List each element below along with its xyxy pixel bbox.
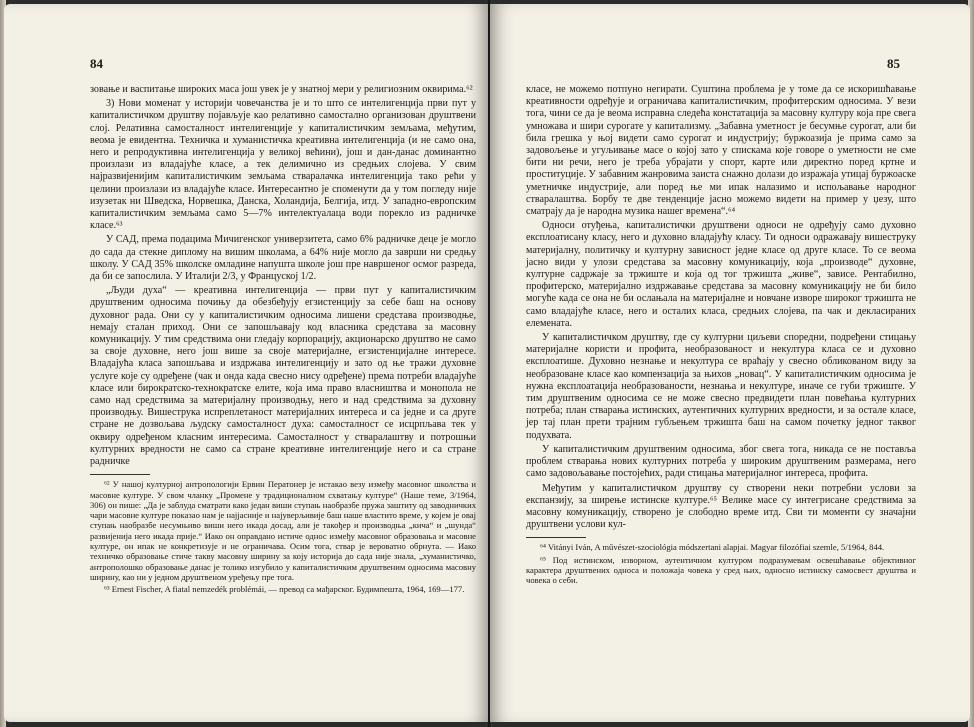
- paragraph: зовање и васпитање широких маса још увек је у знатној мери у религиозним оквирима.⁶²: [90, 84, 473, 95]
- footnote: ⁶⁵ Под истинском, изворном, аутентичном културом подразумевам освешћавање објективног карактера друштвених односа и положаја човека у сред њих, односно истинску самосвест друштва и човека о себи.: [526, 554, 916, 586]
- page-number: 85: [887, 56, 900, 71]
- footnote-rule: [526, 537, 586, 538]
- paragraph: У капиталистичком друштву, где су културни циљеви споредни, подређени стицању материјалне користи и профита, необразованост и некултура класа се и духовно експлоатише. Духовно незнање и некултура се враћају у свесно обликованом виду за необразоване класе као компензација за њихов „новац“. У капиталистичким односима је нужна експлоатација необразованости, незнања и некултуре, иначе се губи тржиште. У тим друштвеним односима се не може свесно предвидети план повећања културних потреба; план стварања истинских, аутентичних културних вредности, и за остале класе, јер тај план прети трајним губљењем тржишта баш на самом почетку једног таквог подухвата.: [526, 332, 916, 441]
- right-page: [490, 4, 970, 722]
- footnote: ⁶⁴ Vitányi Iván, A művészet-szociológia módszertani alapjai. Magyar filozófiai szemle, 5/1964, 844.: [540, 542, 885, 553]
- left-page: [4, 4, 488, 722]
- paragraph: Међутим у капиталистичком друштву су створени неки потребни услови за експанзију, за ширење истинске културе.⁶⁵ Велике масе су интегрисане средствима за масовну комуникацију, створено је слободно време итд. Сви ти моменти су значајни друштвени услови кул-: [526, 482, 916, 531]
- footnotes: [526, 542, 916, 585]
- footnote-rule: [90, 474, 150, 475]
- paragraph: У капиталистичким друштвеним односима, због свега тога, никада се не поставља проблем стварања нових културних потреба у широким друштвеним размерама, него само задовољавање постојећих, ради стицања материјалног интереса, профита.: [526, 443, 916, 480]
- paragraph: „Људи духа“ — креативна интелигенција — први пут у капиталистичким друштвеним односима почињу да обезбеђују егзистенцију за себе баш на основу духовног рада. Они су у капиталистичким односима лишени средстава производње, немају сталан приход. Они се запошљавају код власника средстава за масовну комуникацију. У тим средствима они гледају корпорацију, акционарско друштво не само за своје духовне, него још више за своје материјалне, егзистенцијалне интересе. Владајућа класа запошљава и издржава интелигенцију и зато од ње тражи духовне услуге које су одређене (чак и онда када свесно нису одређене) према потреби владајуће класе или бирократско-технократске елите, која има право власништва и монопола не само над средствима за материјалну производњу, него и над средствима за духовну производњу. Вишеструка испреплетаност материјалних интереса и са једне и са друге стране не дозвољава људску самосталност духа: самосталност се исцрпљава тек у оквиру одређеном класним интересима. Самосталност у стваралаштву и потрошњи културних вредности не само са стране креативне интелигенције него и са стране радничке: [90, 285, 476, 468]
- left-text-block: [90, 84, 476, 595]
- paragraph: Односи отуђења, капиталистички друштвени односи не одређују само духовно експлоатисану класу, него и духовно владајућу класу. Ти односи одражавају вишеструку материјалну, политичку и културну зависност једне класе од друге класе. То се веома јасно види у улози средстава за масовну комуникацију, која „производе“ духовне, културне садржаје за тржиште и која од тог тржишта „живе“, зависе. Рентабилно, профитерско, материјално издржавање средстава за масовну комуникацију не би било могуће када се она не би ослањала на материјалне и новчане изворе широког тржишта не само владајуће класе, него и осталих класа, средњих слојева, па чак и декласираних елемената.: [526, 220, 916, 329]
- right-text-block: [526, 84, 916, 586]
- footnote: ⁶² У нашој културној антропологији Ервин Пеpатонер је истакао везу између масовног школства и масовне културе. У свом чланку „Промене у традиционалном схватању културе“ (Наше теме, 3/1964, 306) он пише: „Да је заблуда сматрати како један виши ступањ наобразбе пружа заштиту од заводничких чари масовне културе показао нам је најјасније и најуверљивије баш наше властито време, у којем је овај ступањ наобразбе несумњиво виши него икада досад, али је такођер и производња „кича“ и „шунда“ развијенија него икада прије.“ Иако он оправдано истиче однос између масовног образовања и масовне културе, он ипак не конкретизује и не ограничава. Осим тога, ствар је вероватно обрнута. — Иако техничко образовање стиче такву масовну ширину за коју историја до сада није знала, „хуманистичко, антрополошко образовање данас је толико изгубило у капиталистичким друштвеним односима масовну ширину, као ни у једном друштвеном уређењу пре тога.: [90, 479, 476, 582]
- paragraph: У САД, према подацима Мичигенског универзитета, само 6% радничке деце је могло до сада да стекне диплому на вишим школама, а 64% није могло да заврши ни средњу школу. У САД 35% школске омладине напушта школе још пре навршеног осмог разреда, да би се запослила. У Италији 2/3, у Француској 1/2.: [90, 234, 476, 283]
- footnotes: [90, 479, 476, 594]
- paragraph: класе, не можемо потпуно негирати. Суштина проблема је у томе да се искоришћавање креативности одређује и ограничава капиталистичким, профитерским односима. У вези тога, чини се да је веома исправна следећа констатација за масовну културу која пре свега умножава и шири сурогате у капитализму. „Забавна уметност је бесумње сурогат, али би била грешка у њој видети само сурогат и индустрију; буржоазија је прима само за задовољење и угуљивање масе о којој зато у спискама које говоре о уметности не сме бити ни речи, него је треба убрајати у спорт, карте или директно поред кртне и проституције. У забавним жанровима заиста снажно долази до изражаја утицај буржоаске уметничке индустрије, али поред ње ми ипак налазимо и испољавање народног стваралаштва. Борбу те две тенденције јасно можемо видети на пример у џезу, што сматрају да је народна музика нашег времена“.⁶⁴: [526, 84, 916, 218]
- footnote: ⁶³ Ernest Fischer, A fiatal nemzedék problémái, — превод са мађарског. Будимпешта, 1964, 169—177.: [104, 584, 465, 595]
- paragraph: 3) Нови моменат у историји човечанства је и то што се интелигенција први пут у капиталистичком друштву појављује као релативно самостално организован друштвени слој. Релативна самосталност интелигенције у капиталистичким земљама, међутим, веома је евидентна. Техничка и хуманистичка креативна интелигенција (и не само она, него и репродуктивна интелигенција у великој већини), још и дан-данас доминантно произлази из владајуће класе, а тек делимично из средњих слојева. У свим најразвијенијим капиталистичким земљама стваралачка интелигенција тако рећи у целини произлази из владајуће класе. Интересантно је споменути да у том погледу није изузетак ни Шведска, Норвешка, Данска, Холандија, Белгија, итд. У западно-европским капиталистичким земљама само 5—7% интелектуалаца води порекло из радничке класе.⁶³: [90, 98, 476, 232]
- page-number: 84: [90, 56, 103, 71]
